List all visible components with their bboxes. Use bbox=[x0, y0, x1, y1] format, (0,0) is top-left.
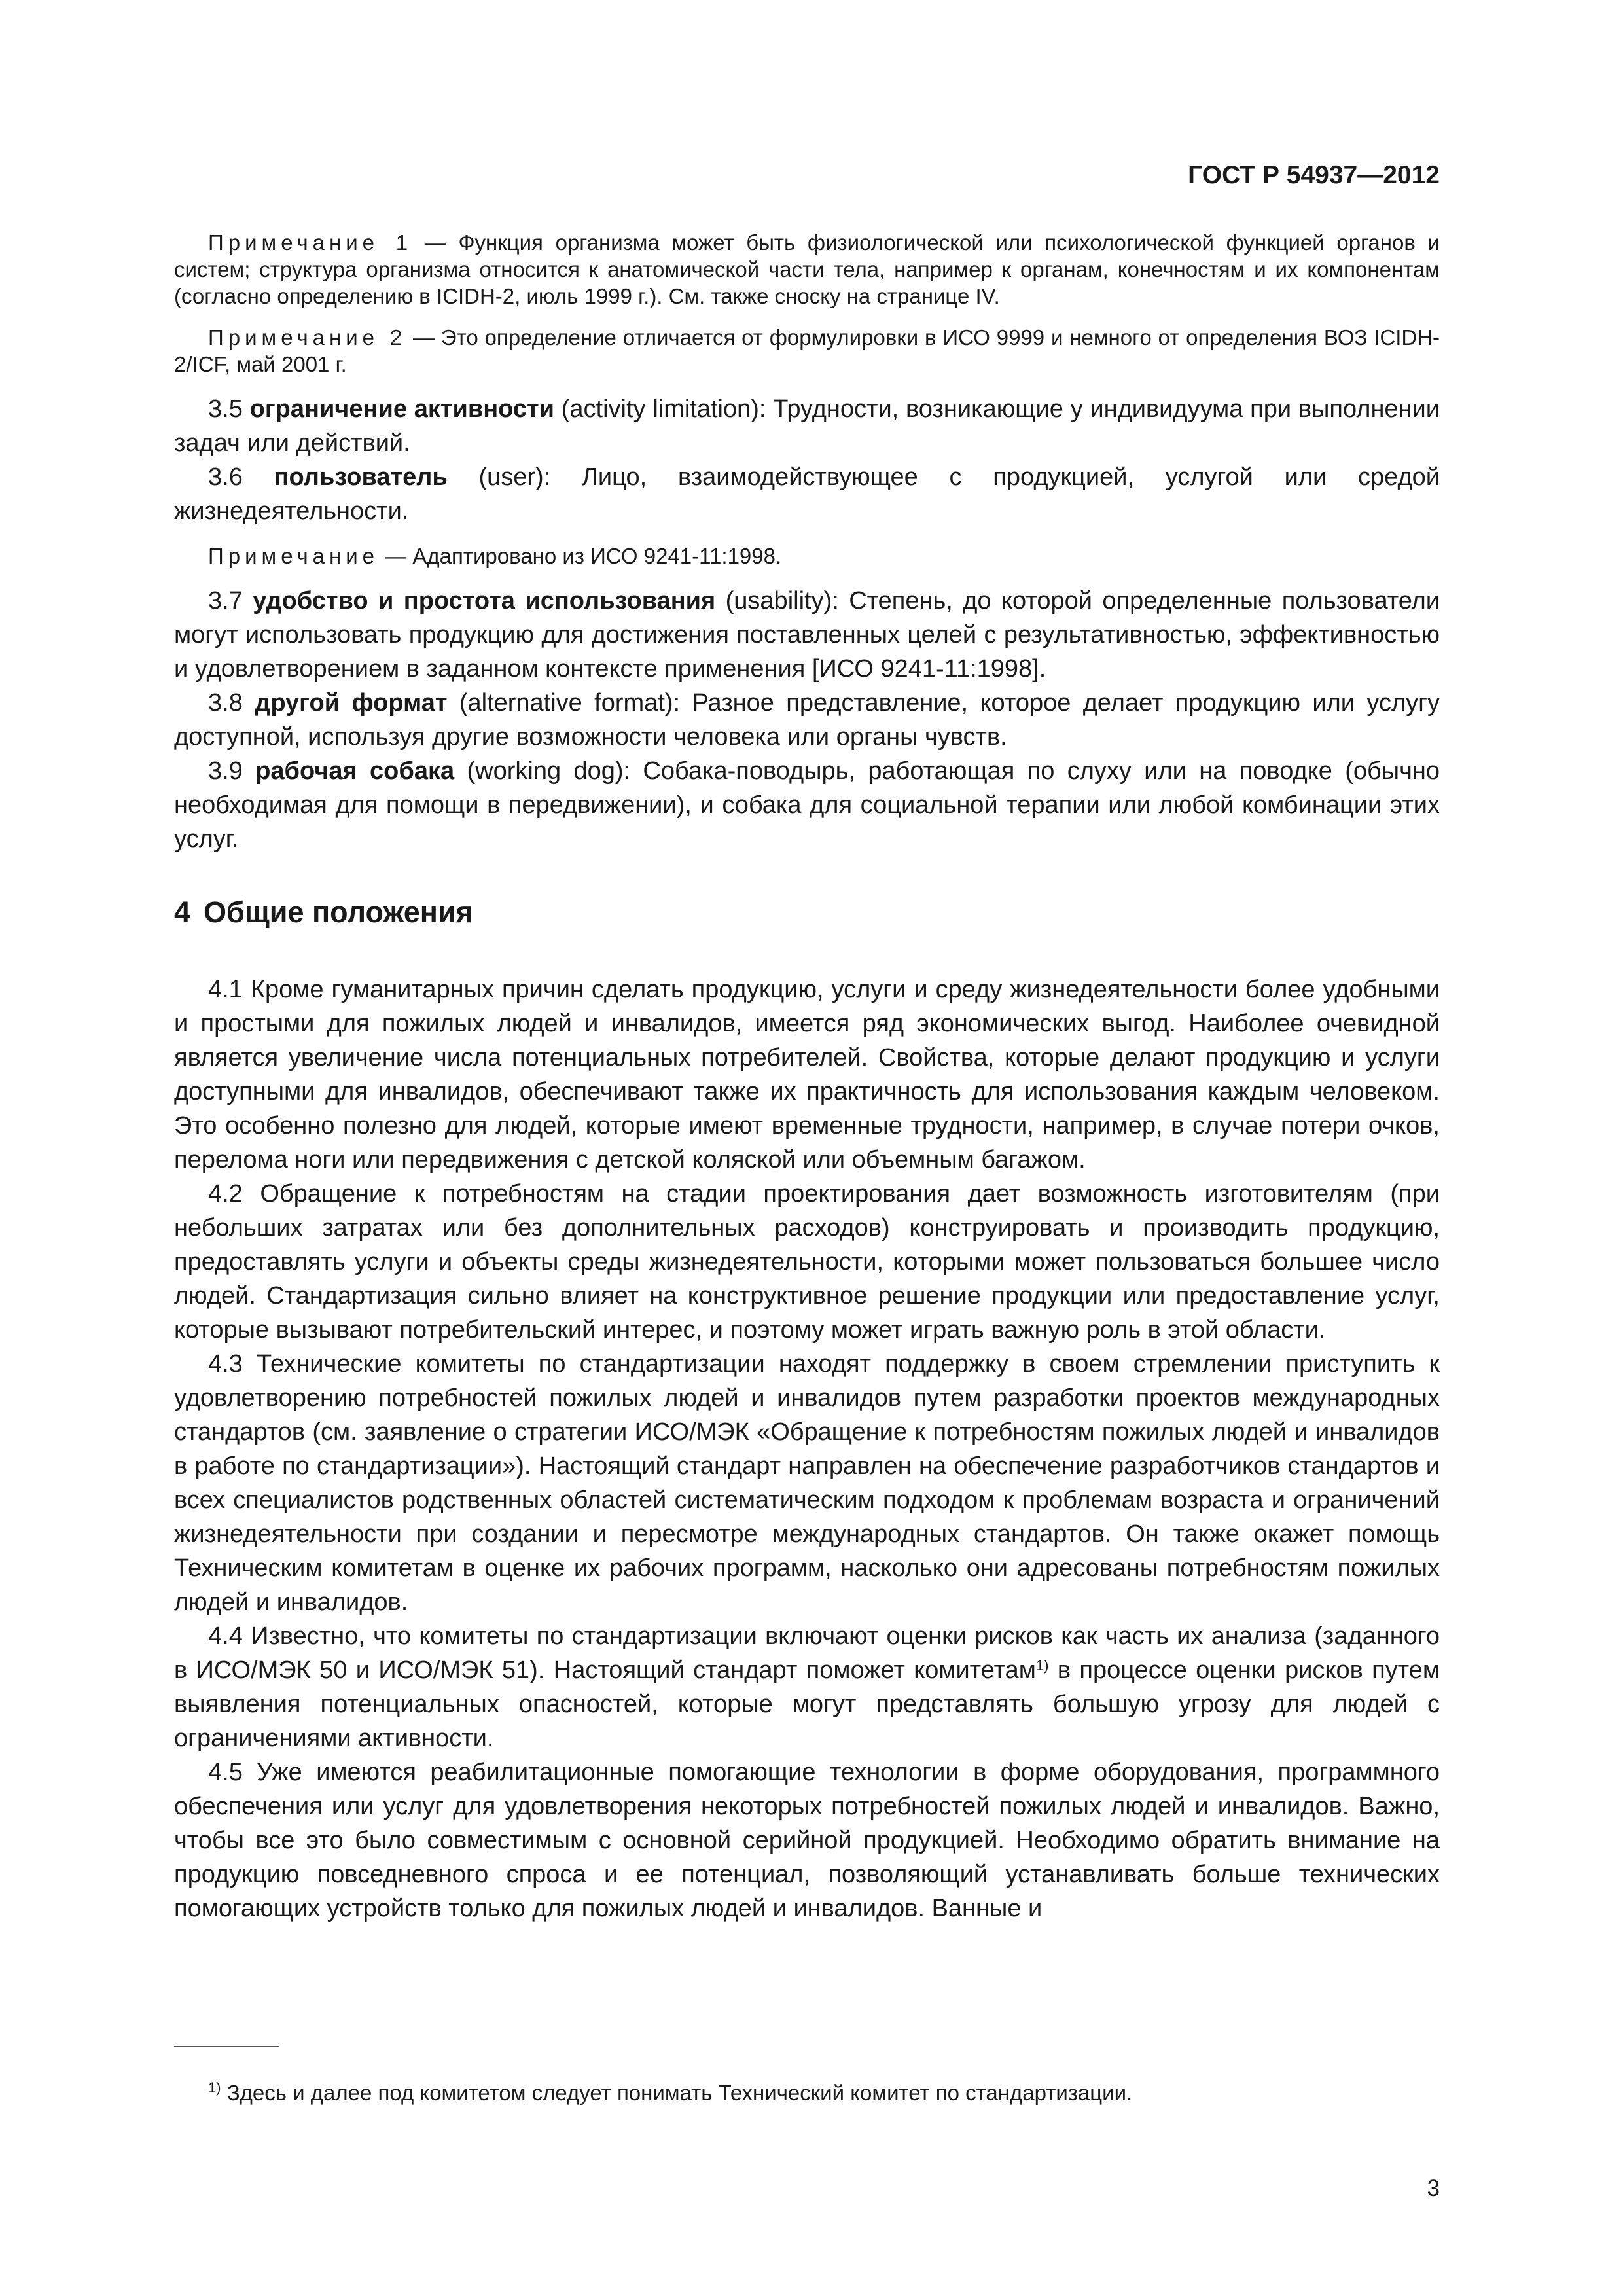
page-number: 3 bbox=[1427, 2176, 1440, 2201]
note-label: Примечание 2 bbox=[208, 325, 407, 350]
footnote-reference[interactable]: 1) bbox=[1035, 1657, 1049, 1674]
term-3-9: 3.9 рабочая собака (working dog): Собака-поводырь, работающая по слуху или на поводке (обычно необходимая для помощи в передвижении), и собака для социальной терапии или любой комбинации этих услуг. bbox=[174, 757, 1440, 853]
paragraph-4-1: 4.1 Кроме гуманитарных причин сделать продукцию, услуги и среду жизнедеятельности более удобными и простыми для пожилых людей и инвалидов, имеется ряд экономических выгод. Наиболее очевидной является увеличение числа потенциальных потребителей. Свойства, которые делают продукцию и услуги доступными для инвалидов, обеспечивают также их практичность для использования каждым человеком. Это особенно полезно для людей, которые имеют временные трудности, например, в случае потери очков, перелома ноги или передвижения с детской коляской или объемным багажом. bbox=[174, 976, 1440, 1174]
term-name: рабочая собака bbox=[255, 757, 455, 785]
paragraph-4-5: 4.5 Уже имеются реабилитационные помогающие технологии в форме оборудования, программного обеспечения или услуг для удовлетворения некоторых потребностей пожилых людей и инвалидов. Важно, чтобы все это было совместимым с основной серийной продукцией. Необходимо обратить внимание на продукцию повседневного спроса и ее потенциал, позволяющий устанавливать больше технических помогающих устройств только для пожилых людей и инвалидов. Ванные и bbox=[174, 1759, 1440, 1922]
footnote-separator bbox=[174, 2046, 279, 2047]
note-text: — Функция организма может быть физиологической или психологической функцией органов и систем; структура организма относится к анатомической части тела, например к органам, конечностям и их компонентам (согласно определению в ICIDH-2, июль 1999 г.). См. также сноску на странице IV. bbox=[174, 230, 1440, 308]
document-body bbox=[174, 229, 1440, 1926]
note-label: Примечание 1 bbox=[208, 230, 413, 255]
paragraph-4-3: 4.3 Технические комитеты по стандартизации находят поддержку в своем стремлении приступить к удовлетворению потребностей пожилых людей и инвалидов путем разработки проектов международных стандартов (см. заявление о стратегии ИСО/МЭК «Обращение к потребностям пожилых людей и инвалидов в работе по стандартизации»). Настоящий стандарт направлен на обеспечение разработчиков стандартов и всех специалистов родственных областей систематическим подходом к проблемам возраста и ограничений жизнедеятельности при создании и пересмотре международных стандартов. Он также окажет помощь Техническим комитетам в оценке их рабочих программ, насколько они адресованы потребностям пожилых людей и инвалидов. bbox=[174, 1350, 1440, 1616]
term-3-8: 3.8 другой формат (alternative format): Разное представление, которое делает продукцию или услугу доступной, используя другие возможности человека или органы чувств. bbox=[174, 689, 1440, 751]
note-text: — Это определение отличается от формулировки в ИСО 9999 и немного от определения ВОЗ ICIDH-2/ICF, май 2001 г. bbox=[174, 325, 1440, 376]
paragraph-4-2: 4.2 Обращение к потребностям на стадии проектирования дает возможность изготовителям (при небольших затратах или без дополнительных расходов) конструировать и производить продукцию, предоставлять услуги и объекты среды жизнедеятельности, которыми может пользоваться большее число людей. Стандартизация сильно влияет на конструктивное решение продукции или предоставление услуг, которые вызывают потребительский интерес, и поэтому может играть важную роль в этой области. bbox=[174, 1180, 1440, 1344]
note-3 bbox=[174, 543, 1440, 569]
footnote-marker: 1) bbox=[208, 2079, 221, 2096]
term-name: пользователь bbox=[274, 463, 448, 491]
paragraph-4-4: 4.4 Известно, что комитеты по стандартизации включают оценки рисков как часть их анализа (заданного в ИСО/МЭК 50 и ИСО/МЭК 51). Настоящий стандарт поможет комитетам$^{1)}$ в процессе оценки рисков путем выявления потенциальных опасностей, которые могут представлять большую угрозу для людей с ограничениями активности. bbox=[174, 1623, 1440, 1752]
term-3-7: 3.7 удобство и простота использования (usability): Степень, до которой определенные пользователи могут использовать продукцию для достижения поставленных целей с результативностью, эффективностью и удовлетворением в заданном контексте применения [ИСО 9241-11:1998]. bbox=[174, 587, 1440, 683]
document-page bbox=[174, 0, 1440, 2296]
note-label: Примечание bbox=[208, 544, 380, 568]
term-name: другой формат bbox=[255, 689, 448, 717]
section-4-heading: 4 Общие положения bbox=[174, 895, 473, 929]
note-text: — Адаптировано из ИСО 9241-11:1998. bbox=[385, 544, 782, 568]
term-name: удобство и простота использования bbox=[253, 587, 716, 615]
footnote-text: Здесь и далее под комитетом следует понимать Технический комитет по стандартизации. bbox=[221, 2081, 1133, 2105]
note-1 bbox=[174, 229, 1440, 310]
term-3-5: 3.5 ограничение активности (activity limitation): Трудности, возникающие у индивидуума при выполнении задач или действий. bbox=[174, 395, 1440, 457]
document-code-header: ГОСТ Р 54937—2012 bbox=[1188, 161, 1440, 189]
note-2 bbox=[174, 324, 1440, 378]
term-name: ограничение активности bbox=[249, 395, 554, 423]
footnote bbox=[208, 2080, 1132, 2106]
term-3-6: 3.6 пользователь (user): Лицо, взаимодействующее с продукцией, услугой или средой жизнедеятельности. bbox=[174, 463, 1440, 525]
